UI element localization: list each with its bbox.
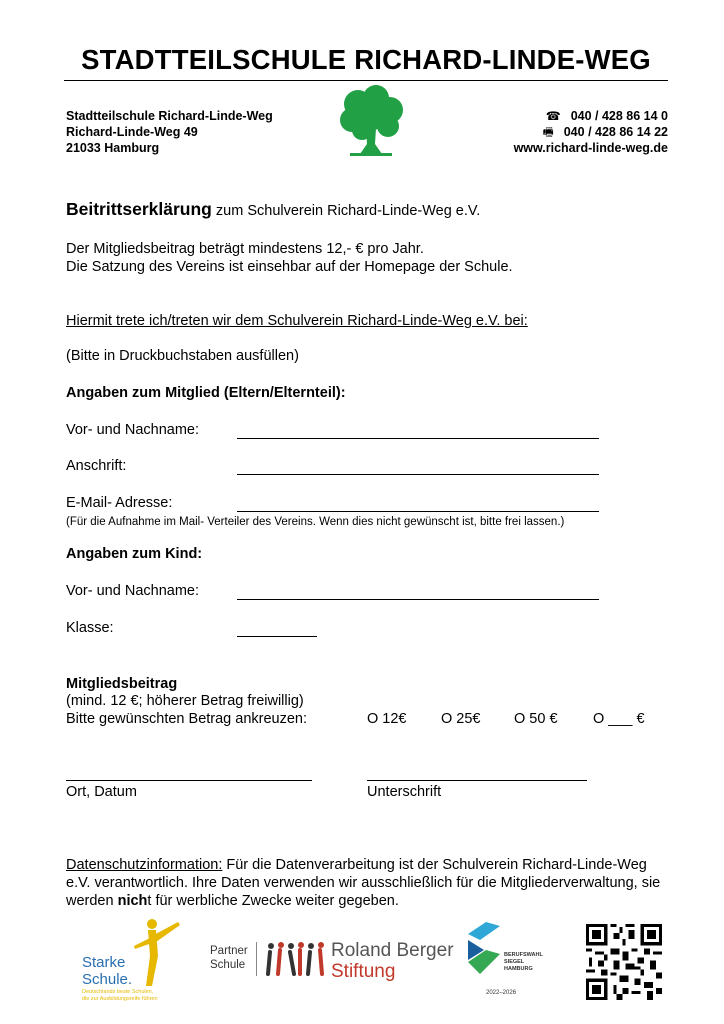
people-figures-icon	[264, 940, 328, 978]
member-email-label: E-Mail- Adresse:	[66, 495, 173, 511]
header-rule	[64, 80, 668, 81]
fee-instruction: Bitte gewünschten Betrag ankreuzen:	[66, 711, 308, 727]
partner-divider	[256, 942, 257, 976]
fee-option-12[interactable]: O 12€	[367, 711, 407, 727]
member-address-field[interactable]	[237, 474, 599, 475]
child-class-label: Klasse:	[66, 620, 114, 636]
form-subtitle: zum Schulverein Richard-Linde-Weg e.V.	[215, 203, 481, 219]
privacy-label: Datenschutzinformation:	[66, 857, 223, 873]
starke-tagline	[82, 989, 158, 1002]
member-name-field[interactable]	[237, 438, 599, 439]
member-heading: Angaben zum Mitglied (Eltern/Elternteil):	[66, 385, 346, 401]
siegel-years: 2022–2026	[486, 990, 517, 996]
berufswahl-siegel-logo	[456, 918, 546, 1002]
form-title: Beitrittserklärung	[66, 199, 212, 219]
siegel-text	[504, 952, 543, 973]
child-name-field[interactable]	[237, 599, 599, 600]
address-line-3: 21033 Hamburg	[66, 141, 160, 155]
child-name-label: Vor- und Nachname:	[66, 583, 199, 599]
privacy-info	[66, 856, 670, 910]
starke-schule-logo	[82, 916, 192, 1006]
fee-option-50[interactable]: O 50 €	[514, 711, 558, 727]
signature-label: Unterschrift	[367, 784, 442, 800]
school-title: STADTTEILSCHULE RICHARD-LINDE-WEG	[81, 44, 651, 75]
qr-code-icon	[586, 924, 662, 1000]
privacy-text-2: t für werbliche Zwecke weiter gegeben.	[147, 893, 399, 909]
roland-line-2: Stiftung	[331, 961, 396, 982]
partner-line-1: Partner	[210, 945, 248, 957]
roland-berger-logo	[331, 940, 454, 982]
starke-tagline-2: die zur Ausbildungsreife führen	[82, 995, 158, 1002]
member-address-label: Anschrift:	[66, 458, 127, 474]
address-line-1: Stadtteilschule Richard-Linde-Weg	[66, 109, 273, 123]
member-name-label: Vor- und Nachname:	[66, 422, 199, 438]
school-address	[66, 108, 273, 156]
fee-note: (mind. 12 €; höherer Betrag freiwillig)	[66, 693, 304, 709]
member-email-field[interactable]	[237, 511, 599, 512]
phone-number: 040 / 428 86 14 0	[570, 109, 668, 123]
email-note: (Für die Aufnahme im Mail- Verteiler des Vereins. Wenn dies nicht gewünscht ist, bitte frei lassen.)	[66, 516, 565, 528]
fee-heading: Mitgliedsbeitrag	[66, 676, 178, 692]
website: www.richard-linde-weg.de	[513, 141, 668, 155]
starke-tagline-1: Deutschlands beste Schulen,	[82, 989, 154, 995]
form-heading	[66, 201, 480, 220]
declaration: Hiermit trete ich/treten wir dem Schulverein Richard-Linde-Weg e.V. bei:	[66, 313, 528, 329]
address-line-2: Richard-Linde-Weg 49	[66, 125, 198, 139]
siegel-line-1: BERUFSWAHL	[504, 952, 543, 958]
child-heading: Angaben zum Kind:	[66, 546, 203, 562]
roland-line-1: Roland Berger	[331, 940, 454, 961]
starke-wordmark	[82, 954, 132, 988]
fee-info: Der Mitgliedsbeitrag beträgt mindestens 12,- € pro Jahr.	[66, 241, 424, 257]
fax-number: 040 / 428 86 14 22	[563, 125, 668, 139]
child-class-field[interactable]	[237, 636, 317, 637]
siegel-icon	[460, 920, 504, 980]
phone-icon: ☎	[545, 109, 561, 123]
fee-option-25[interactable]: O 25€	[441, 711, 481, 727]
partner-schule-label	[210, 944, 248, 972]
print-instruction: (Bitte in Druckbuchstaben ausfüllen)	[66, 348, 299, 364]
privacy-text-1: Für die Datenverarbeitung ist der Schulverein Richard-Linde-Weg e.V. verantwortlich. Ihre Daten verwenden wir ausschließlich für die Mitgliederverwaltung, sie werden	[66, 857, 661, 909]
starke-line-2: Schule.	[82, 971, 133, 988]
place-date-label: Ort, Datum	[66, 784, 137, 800]
partner-line-2: Schule	[210, 959, 246, 971]
fax-icon: 🖷	[542, 125, 554, 139]
place-date-field[interactable]	[66, 780, 312, 781]
tree-icon	[336, 84, 406, 158]
privacy-emphasis: nich	[117, 893, 148, 909]
school-contact	[514, 108, 668, 156]
siegel-line-3: HAMBURG	[504, 966, 533, 972]
statute-info: Die Satzung des Vereins ist einsehbar auf der Homepage der Schule.	[66, 259, 513, 275]
fee-option-custom[interactable]: O ___ €	[593, 711, 645, 727]
starke-line-1: Starke	[82, 954, 126, 971]
siegel-line-2: SIEGEL	[504, 959, 525, 965]
signature-field[interactable]	[367, 780, 587, 781]
